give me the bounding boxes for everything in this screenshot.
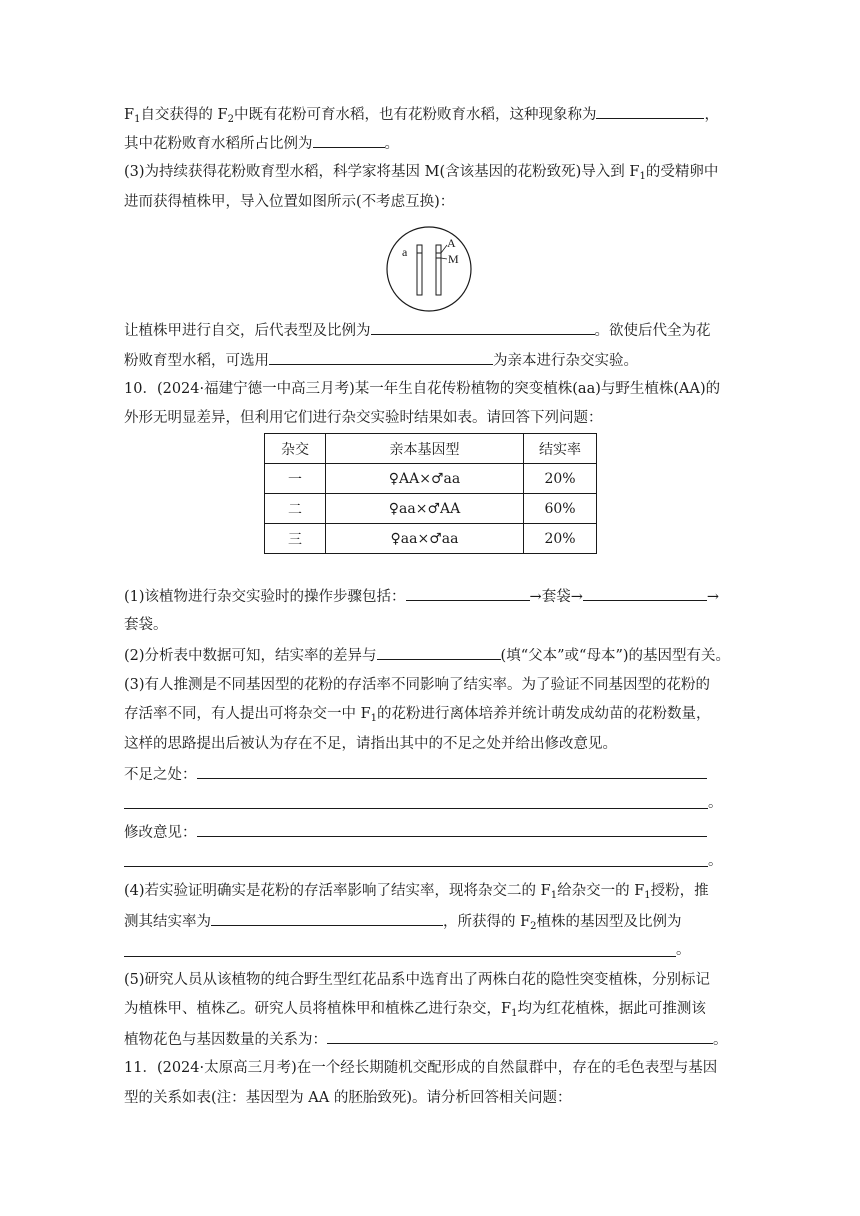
text-line: $F_1$自交获得的 $F_2$中既有花粉可育水稻，也有花粉败育水稻，这种现象称为 ， [124,104,738,125]
text-line: 修改意见： [124,822,738,843]
text-line: (5)研究人员从该植物的纯合野生型红花品系中选育出了两株白花的隐性突变植株，分别标记 [124,972,711,988]
label-a: a [402,245,408,259]
table-cell: ♀aa×♂AA [326,494,524,524]
table-row [265,494,597,524]
answer-blank[interactable] [211,911,443,926]
table-header-cell: 亲本基因型 [326,434,524,464]
text-line: (2)分析表中数据可知，结实率的差异与 (填“父本”或“母本”)的基因型有关。 [124,645,738,666]
table-cell: 20% [524,524,597,554]
text-line: (4)若实验证明确实是花粉的存活率影响了结实率，现将杂交二的 $F_1$给杂交一的 $F_1$授粉，推 [124,883,709,901]
cross-results-table [264,433,597,554]
answer-blank[interactable] [124,955,676,957]
answer-blank[interactable] [583,586,707,601]
answer-blank[interactable] [596,104,704,119]
text-line: 存活率不同，有人提出可将杂交一中 $F_1$的花粉进行离体培养并统计萌发成幼苗的花粉数量， [124,706,711,724]
text-line: (3)有人推测是不同基因型的花粉的存活率不同影响了结实率。为了验证不同基因型的花粉的 [124,677,711,693]
table-cell: ♀AA×♂aa [326,464,524,494]
answer-blank[interactable] [406,586,530,601]
question-10-stem: 10．(2024·福建宁德一中高三月考)某一年生自花传粉植物的突变植株(aa)与野生植株(AA)的 [124,381,721,397]
table-cell: 三 [265,524,326,554]
table-cell: 一 [265,464,326,494]
table-cell: ♀aa×♂aa [326,524,524,554]
cell-outline [387,227,471,311]
text-line: 测其结实率为 ，所获得的 $F_2$植株的基因型及比例为 [124,911,738,932]
text-line: (1)该植物进行杂交实验时的操作步骤包括： →套袋→ → [124,586,738,607]
answer-blank[interactable] [197,764,707,779]
chromosome-diagram [386,225,476,315]
text-line: 这样的思路提出后被认为存在不足，请指出其中的不足之处并给出修改意见。 [124,736,617,752]
answer-blank[interactable] [124,865,708,867]
table-cell: 20% [524,464,597,494]
answer-blank[interactable] [197,822,707,837]
table-cell: 二 [265,494,326,524]
table-header-row [265,434,597,464]
table-header-cell: 结实率 [524,434,597,464]
answer-blank[interactable] [377,645,501,660]
text-line: 让植株甲进行自交，后代表型及比例为 。欲使后代全为花 [124,320,738,341]
text-line: 套袋。 [124,617,168,633]
text-line: 进而获得植株甲，导入位置如图所示(不考虑互换)： [124,194,455,210]
text-line: 不足之处： [124,764,738,785]
table-header-cell: 杂交 [265,434,326,464]
answer-blank[interactable] [124,807,708,809]
answer-blank[interactable] [371,320,595,335]
label-A: A [447,236,456,250]
answer-blank[interactable] [269,350,493,365]
text-line: 。 [708,853,723,869]
text-line: 。 [708,795,723,811]
text-line: 为植株甲、植株乙。研究人员将植株甲和植株乙进行杂交，$F_1$均为红花植株，据此可推测该 [124,1001,706,1019]
text-line: 其中花粉败育水稻所占比例为 。 [124,133,738,154]
text-line: 外形无明显差异，但利用它们进行杂交实验时结果如表。请回答下列问题： [124,410,603,426]
text-line: 型的关系如表(注：基因型为 AA 的胚胎致死)。请分析回答相关问题： [124,1090,572,1106]
text-line: 粉败育型水稻，可选用 为亲本进行杂交实验。 [124,350,738,371]
answer-blank[interactable] [313,133,385,148]
text-line: (3)为持续获得花粉败育型水稻，科学家将基因 M(含该基因的花粉致死)导入到 $F_1$的受精卵中 [124,164,719,182]
answer-blank[interactable] [327,1029,713,1044]
table-row [265,524,597,554]
question-11-stem: 11．(2024·太原高三月考)在一个经长期随机交配形成的自然鼠群中，存在的毛色表型与基因 [124,1060,718,1076]
text-line: 植物花色与基因数量的关系为： 。 [124,1029,738,1050]
label-M: M [448,252,459,266]
text-line: 。 [676,942,691,958]
table-row [265,464,597,494]
table-cell: 60% [524,494,597,524]
